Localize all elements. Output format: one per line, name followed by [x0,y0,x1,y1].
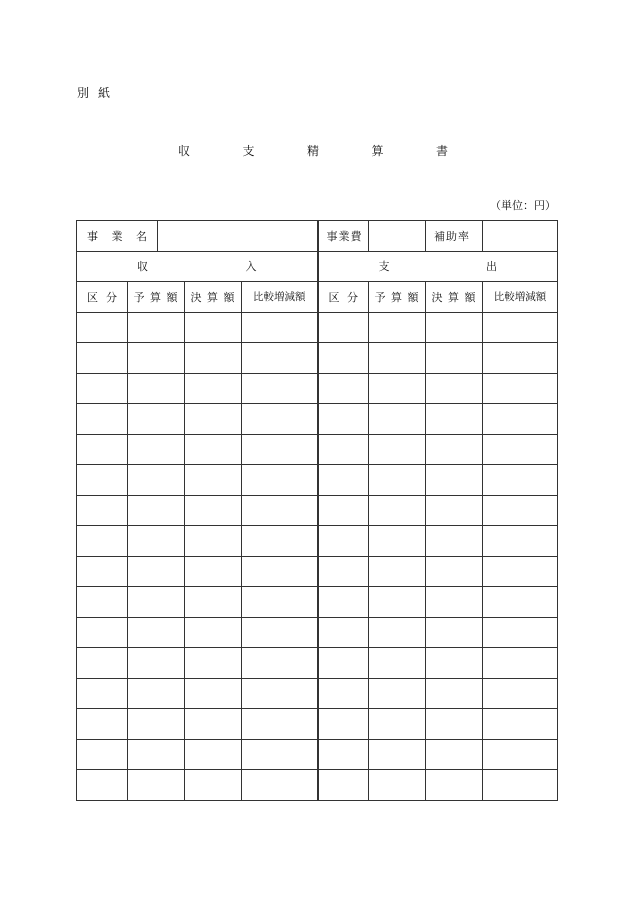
table-row [77,587,558,618]
table-row [77,678,558,709]
category-char: 分 [106,290,117,304]
income-settled-cell[interactable] [185,739,242,770]
expense-budget-cell[interactable] [369,709,426,740]
income-category-cell[interactable] [77,556,128,587]
expense-category-cell[interactable] [318,678,369,709]
subsidy-rate-label-cell [426,221,483,252]
project-name-label-cell [77,221,158,252]
expense-diff-cell[interactable] [483,465,558,496]
income-diff-cell[interactable] [242,495,318,526]
expense-diff-cell[interactable] [483,404,558,435]
income-category-cell[interactable] [77,739,128,770]
expense-budget-cell[interactable] [369,434,426,465]
income-category-cell[interactable] [77,312,128,343]
expense-budget-cell[interactable] [369,648,426,679]
expense-diff-header [483,282,558,313]
expense-settled-cell[interactable] [426,556,483,587]
income-budget-label: 予 算 額 [133,290,179,304]
income-settled-header [185,282,242,313]
expense-category-label [319,289,369,305]
expense-category-cell[interactable] [318,739,369,770]
income-char: 入 [245,260,257,274]
expense-settled-cell[interactable] [426,465,483,496]
expense-category-cell[interactable] [318,495,369,526]
expense-header-cell [318,251,558,282]
income-budget-cell[interactable] [128,617,185,648]
attachment-label [77,84,119,101]
income-diff-cell[interactable] [242,526,318,557]
expense-diff-cell[interactable] [483,373,558,404]
title-char: 収 [178,144,191,158]
income-budget-cell[interactable] [128,495,185,526]
table-row [77,770,558,801]
expense-settled-cell[interactable] [426,739,483,770]
income-settled-cell[interactable] [185,312,242,343]
table-row [77,495,558,526]
income-settled-cell[interactable] [185,678,242,709]
expense-budget-cell[interactable] [369,465,426,496]
income-diff-label: 比較増減額 [253,291,306,304]
subsidy-rate-value-cell[interactable] [483,221,558,252]
table-row [77,434,558,465]
expense-category-cell[interactable] [318,343,369,374]
title-char: 書 [435,144,448,158]
income-diff-cell[interactable] [242,709,318,740]
category-char: 区 [328,290,340,304]
income-settled-cell[interactable] [185,434,242,465]
expense-diff-label: 比較増減額 [493,291,547,304]
income-diff-cell[interactable] [242,587,318,618]
income-settled-cell[interactable] [185,495,242,526]
income-category-header [77,282,128,313]
title-char: 精 [306,144,319,158]
income-category-cell[interactable] [77,617,128,648]
income-budget-cell[interactable] [128,312,185,343]
project-name-value-cell[interactable] [158,221,318,252]
expense-char: 出 [486,260,497,274]
income-settled-cell[interactable] [185,587,242,618]
expense-settled-cell[interactable] [426,373,483,404]
expense-settled-header [426,282,483,313]
income-category-cell[interactable] [77,465,128,496]
expense-diff-cell[interactable] [483,617,558,648]
income-settled-cell[interactable] [185,770,242,801]
expense-diff-cell[interactable] [483,556,558,587]
income-settled-label: 決 算 額 [190,290,236,304]
income-category-cell[interactable] [77,495,128,526]
expense-diff-cell[interactable] [483,770,558,801]
income-settled-cell[interactable] [185,648,242,679]
expense-budget-cell[interactable] [369,587,426,618]
expense-settled-cell[interactable] [426,678,483,709]
project-name-char: 業 [111,229,123,243]
subsidy-rate-label: 補助率 [434,229,470,243]
income-diff-cell[interactable] [242,556,318,587]
expense-budget-cell[interactable] [369,556,426,587]
expense-category-cell[interactable] [318,648,369,679]
income-category-cell[interactable] [77,709,128,740]
expense-budget-cell[interactable] [369,617,426,648]
expense-diff-cell[interactable] [483,739,558,770]
expense-settled-cell[interactable] [426,709,483,740]
expense-diff-cell[interactable] [483,678,558,709]
project-name-char: 名 [136,229,147,243]
table-row [77,556,558,587]
income-diff-cell[interactable] [242,343,318,374]
income-diff-cell[interactable] [242,465,318,496]
expense-diff-cell[interactable] [483,648,558,679]
expense-settled-label: 決 算 額 [431,290,477,304]
expense-category-cell[interactable] [318,373,369,404]
expense-settled-cell[interactable] [426,526,483,557]
expense-settled-cell[interactable] [426,312,483,343]
expense-category-cell[interactable] [318,434,369,465]
project-name-char: 事 [87,229,98,243]
expense-category-cell[interactable] [318,587,369,618]
income-category-cell[interactable] [77,526,128,557]
income-budget-cell[interactable] [128,526,185,557]
income-settled-cell[interactable] [185,465,242,496]
income-budget-cell[interactable] [128,739,185,770]
table-row [77,617,558,648]
income-budget-cell[interactable] [128,373,185,404]
income-budget-cell[interactable] [128,343,185,374]
document-title [178,142,448,158]
income-budget-cell[interactable] [128,465,185,496]
income-budget-cell[interactable] [128,404,185,435]
income-diff-cell[interactable] [242,373,318,404]
expense-settled-cell[interactable] [426,343,483,374]
title-char: 支 [242,144,255,158]
table-row [77,739,558,770]
expense-char: 支 [378,260,390,274]
expense-settled-cell[interactable] [426,404,483,435]
table-row [77,312,558,343]
expense-diff-cell[interactable] [483,587,558,618]
income-category-label [77,289,127,305]
expense-diff-cell[interactable] [483,495,558,526]
expense-category-cell[interactable] [318,709,369,740]
expense-category-header [318,282,369,313]
expense-budget-cell[interactable] [369,312,426,343]
settlement-table [76,220,558,801]
expense-diff-cell[interactable] [483,312,558,343]
income-diff-cell[interactable] [242,312,318,343]
table-row [77,343,558,374]
income-char: 収 [137,260,148,274]
income-diff-cell[interactable] [242,434,318,465]
project-cost-value-cell[interactable] [369,221,426,252]
table-row [77,648,558,679]
expense-settled-cell[interactable] [426,770,483,801]
expense-category-cell[interactable] [318,617,369,648]
expense-category-cell[interactable] [318,465,369,496]
expense-header [319,258,558,274]
expense-category-cell[interactable] [318,312,369,343]
income-budget-cell[interactable] [128,770,185,801]
income-settled-cell[interactable] [185,709,242,740]
income-settled-cell[interactable] [185,343,242,374]
income-budget-cell[interactable] [128,556,185,587]
table-row [77,709,558,740]
income-category-cell[interactable] [77,343,128,374]
attachment-char: 別 [77,86,99,100]
project-row [77,221,558,252]
income-budget-cell[interactable] [128,709,185,740]
income-category-cell[interactable] [77,648,128,679]
income-settled-cell[interactable] [185,404,242,435]
income-settled-cell[interactable] [185,556,242,587]
income-category-cell[interactable] [77,587,128,618]
income-header-cell [77,251,318,282]
expense-budget-cell[interactable] [369,343,426,374]
income-settled-cell[interactable] [185,526,242,557]
expense-diff-cell[interactable] [483,343,558,374]
expense-category-cell[interactable] [318,404,369,435]
expense-budget-cell[interactable] [369,770,426,801]
income-diff-cell[interactable] [242,739,318,770]
expense-budget-cell[interactable] [369,678,426,709]
income-diff-cell[interactable] [242,648,318,679]
expense-settled-cell[interactable] [426,617,483,648]
expense-diff-cell[interactable] [483,434,558,465]
expense-budget-cell[interactable] [369,404,426,435]
expense-budget-cell[interactable] [369,739,426,770]
income-budget-cell[interactable] [128,648,185,679]
expense-budget-header [369,282,426,313]
unit-note: （単位：円） [490,199,556,212]
income-settled-cell[interactable] [185,617,242,648]
project-name-label [77,228,157,244]
category-char: 区 [87,290,98,304]
title-char: 算 [371,144,384,158]
income-diff-cell[interactable] [242,617,318,648]
expense-settled-cell[interactable] [426,587,483,618]
expense-settled-cell[interactable] [426,495,483,526]
income-category-cell[interactable] [77,678,128,709]
expense-budget-cell[interactable] [369,526,426,557]
income-category-cell[interactable] [77,373,128,404]
income-diff-header [242,282,318,313]
expense-diff-cell[interactable] [483,526,558,557]
table-row [77,465,558,496]
expense-settled-cell[interactable] [426,648,483,679]
income-header [77,258,317,274]
income-budget-cell[interactable] [128,587,185,618]
expense-budget-label: 予 算 額 [374,290,420,304]
table-row [77,526,558,557]
expense-category-cell[interactable] [318,526,369,557]
expense-budget-cell[interactable] [369,373,426,404]
income-diff-cell[interactable] [242,770,318,801]
income-category-cell[interactable] [77,404,128,435]
expense-category-cell[interactable] [318,556,369,587]
table-row [77,404,558,435]
expense-budget-cell[interactable] [369,495,426,526]
expense-diff-cell[interactable] [483,709,558,740]
project-cost-label: 事業費 [326,229,363,243]
project-cost-label-cell [318,221,369,252]
income-category-cell[interactable] [77,770,128,801]
category-char: 分 [347,290,358,304]
income-diff-cell[interactable] [242,404,318,435]
income-budget-cell[interactable] [128,678,185,709]
income-budget-cell[interactable] [128,434,185,465]
income-diff-cell[interactable] [242,678,318,709]
attachment-char: 紙 [98,86,120,100]
income-settled-cell[interactable] [185,373,242,404]
expense-settled-cell[interactable] [426,434,483,465]
section-row [77,251,558,282]
income-category-cell[interactable] [77,434,128,465]
table-row [77,373,558,404]
income-budget-header [128,282,185,313]
expense-category-cell[interactable] [318,770,369,801]
column-header-row [77,282,558,313]
